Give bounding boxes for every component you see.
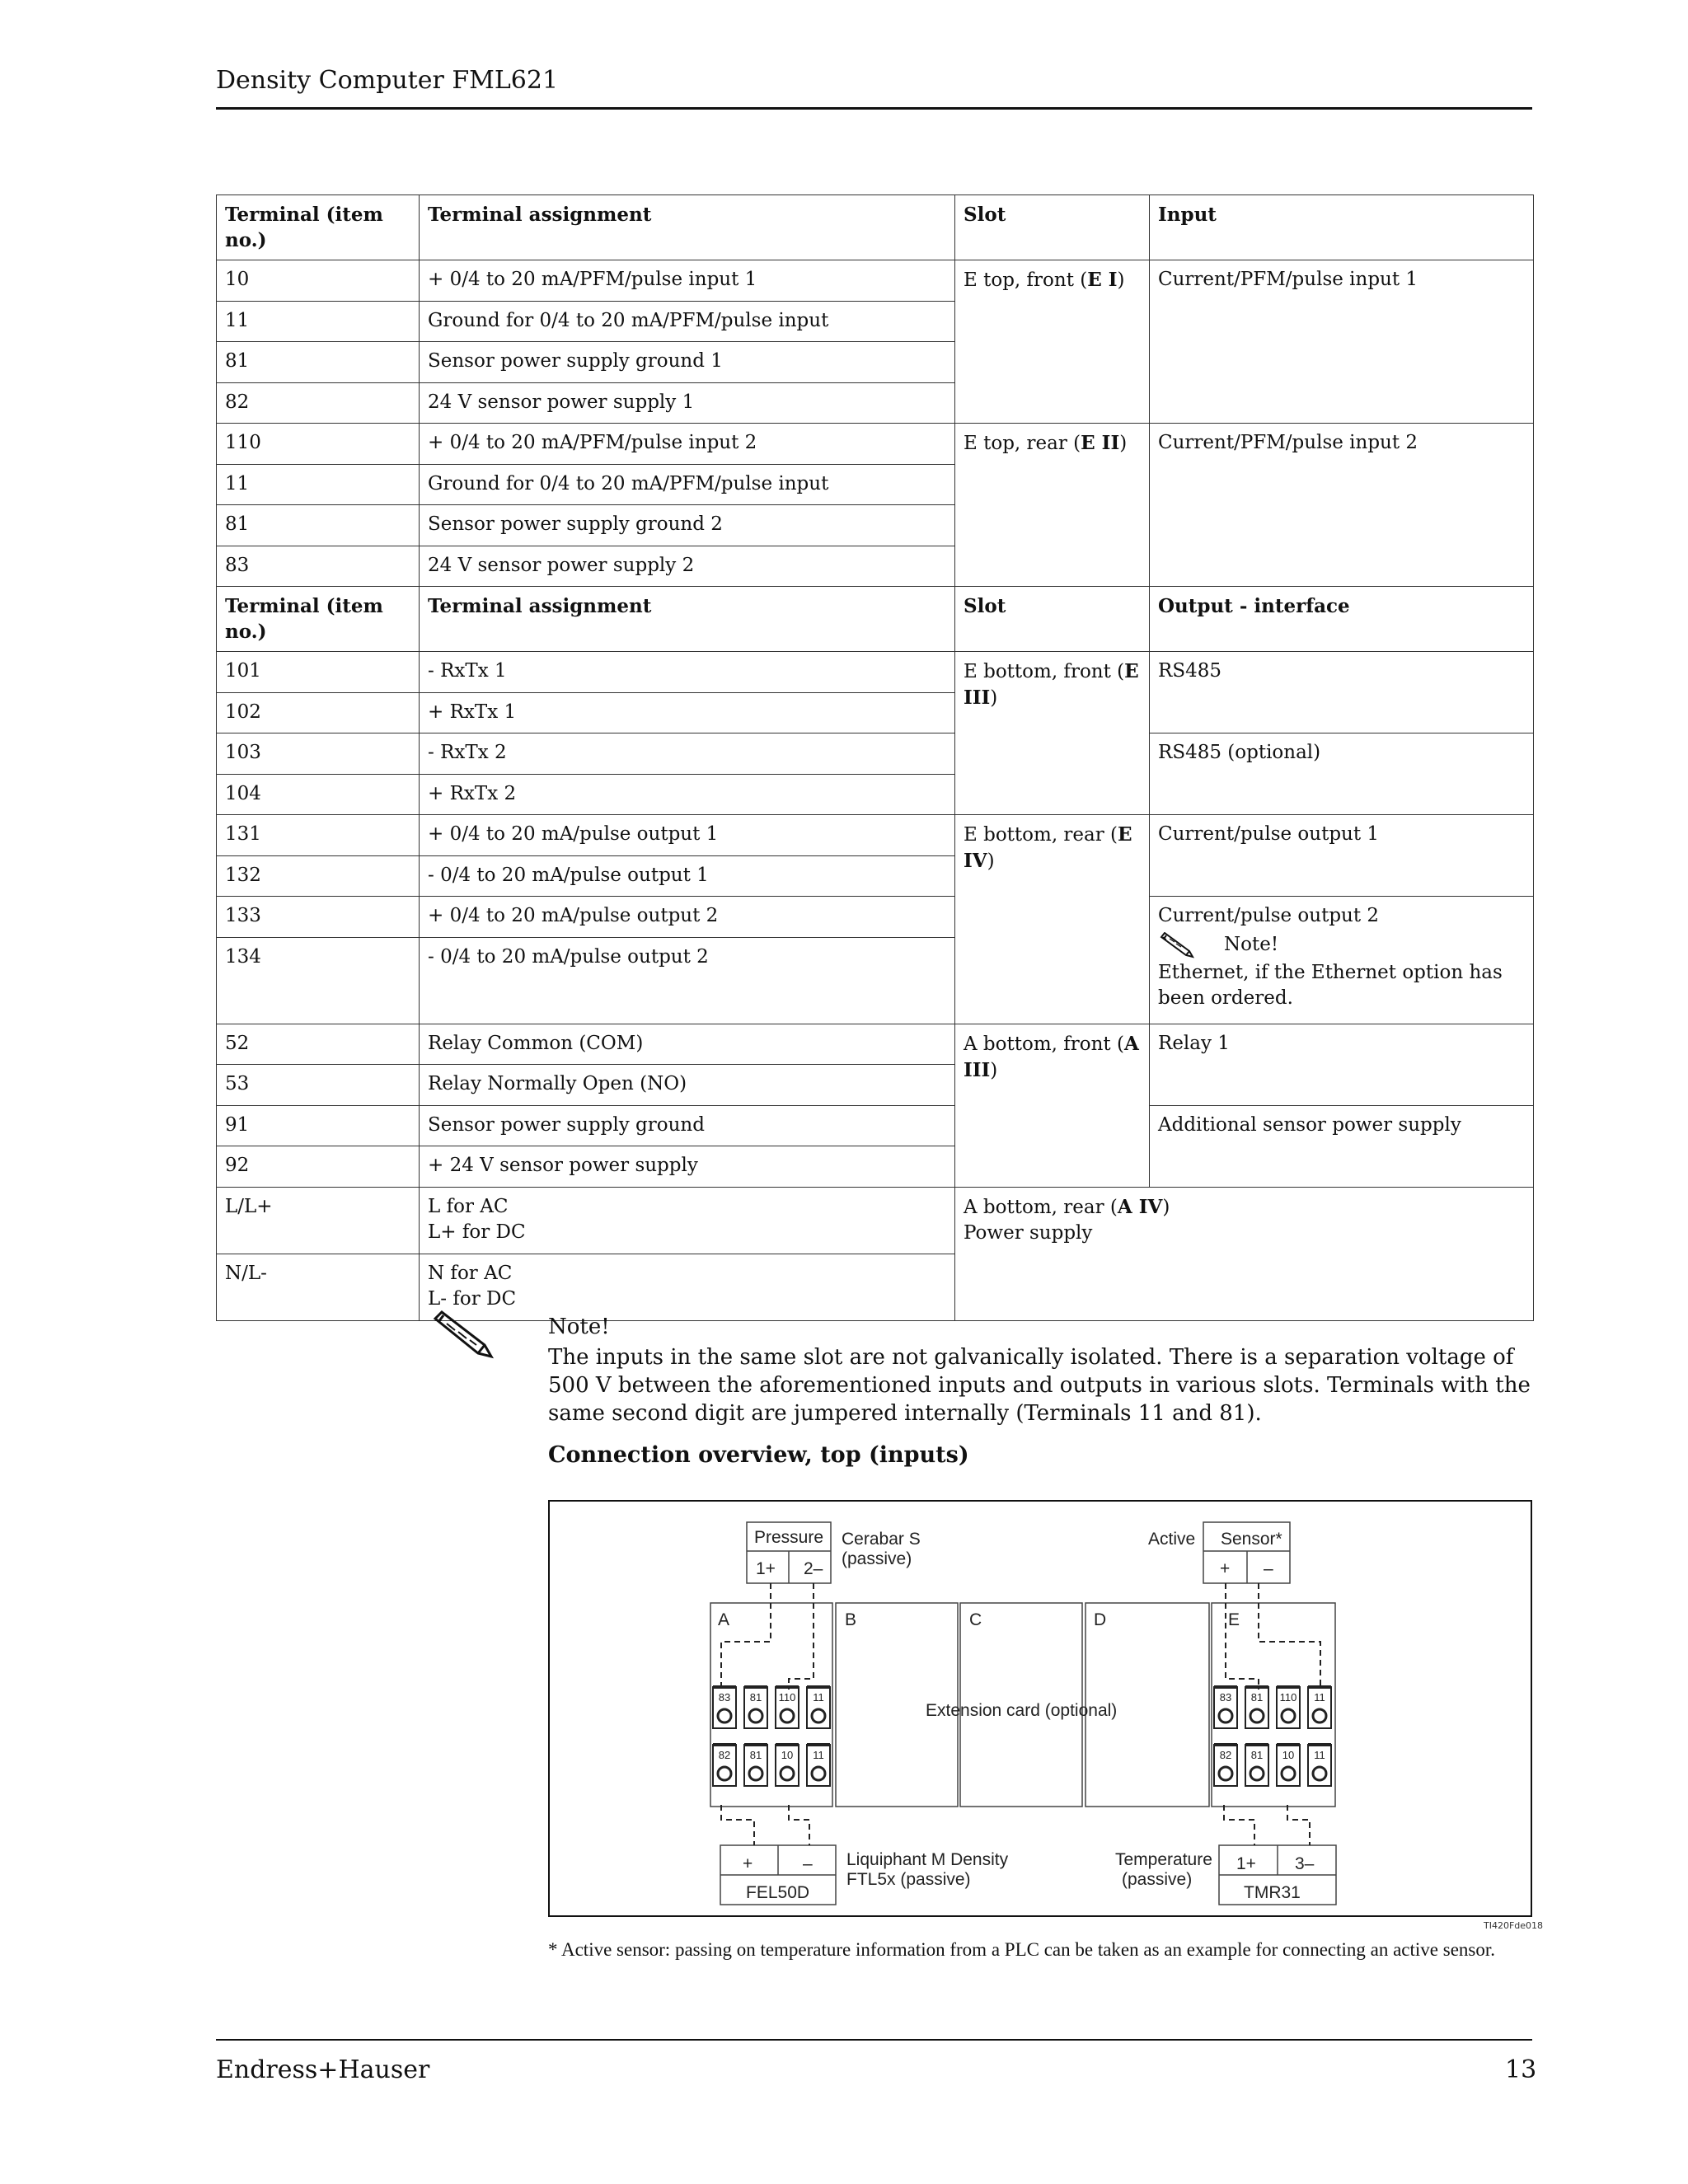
terminal-11-slot-e-top [1308, 1687, 1331, 1728]
input-cell: Current/PFM/pulse input 1 [1150, 260, 1534, 424]
assignment-cell: + RxTx 1 [420, 692, 955, 733]
assignment-line: L for AC [428, 1195, 509, 1217]
terminal-screw-icon [1282, 1709, 1295, 1722]
assignment-cell [420, 1187, 955, 1254]
assignment-cell: Relay Common (COM) [420, 1024, 955, 1065]
inline-note [1158, 932, 1525, 960]
terminal-cell: 53 [217, 1065, 420, 1106]
terminal-number-label: 81 [1250, 1691, 1264, 1704]
slot-code: A IV [1117, 1195, 1163, 1218]
table-row [217, 733, 1534, 775]
assignment-line: L+ for DC [428, 1221, 526, 1243]
assignment-cell: Sensor power supply ground 2 [420, 505, 955, 546]
assignment-cell: - RxTx 1 [420, 652, 955, 693]
terminal-screw-icon [812, 1709, 825, 1722]
slot-cell [955, 815, 1150, 1024]
sensor-label: Sensor* [1221, 1530, 1282, 1549]
terminal-screw-icon [749, 1767, 762, 1780]
pressure-minus: 2– [804, 1559, 823, 1578]
column-header: Terminal assignment [420, 195, 955, 260]
temperature-passive-label: (passive) [1122, 1870, 1193, 1889]
column-header: Terminal (item no.) [217, 195, 420, 260]
terminal-10-slot-a-bottom [776, 1745, 799, 1786]
slot-a-label: A [718, 1610, 730, 1629]
assignment-line: L- for DC [428, 1287, 517, 1310]
footer-rule [216, 2039, 1532, 2041]
slot-c-label: C [969, 1610, 982, 1629]
liquiphant-type-label: FTL5x (passive) [846, 1870, 971, 1889]
slot-cell [955, 1024, 1150, 1187]
terminal-screw-icon [749, 1709, 762, 1722]
table-row [217, 815, 1534, 856]
table-row [217, 897, 1534, 938]
page-header-title: Density Computer FML621 [216, 66, 559, 95]
output-cell: Current/pulse output 1 [1150, 815, 1534, 897]
terminal-number-label: 11 [1314, 1691, 1325, 1704]
output-label: Current/pulse output 2 [1158, 905, 1380, 926]
terminal-number-label: 110 [1279, 1691, 1297, 1704]
output-cell: Relay 1 [1150, 1024, 1534, 1105]
slot-code: A III [964, 1032, 1139, 1081]
assignment-cell: - RxTx 2 [420, 733, 955, 775]
terminal-cell: 110 [217, 424, 420, 465]
table-row [217, 1105, 1534, 1146]
header-rule [216, 107, 1532, 110]
terminal-82-slot-a-bottom [713, 1745, 736, 1786]
table-row [217, 652, 1534, 693]
column-header: Output - interface [1150, 587, 1534, 652]
terminal-cell: 104 [217, 774, 420, 815]
slot-code: E II [1081, 432, 1120, 454]
fel-minus: – [803, 1854, 813, 1873]
terminal-screw-icon [1219, 1709, 1232, 1722]
cerabar-passive-label: (passive) [842, 1549, 912, 1568]
liquiphant-label: Liquiphant M Density [846, 1850, 1009, 1869]
column-header: Terminal (item no.) [217, 587, 420, 652]
assignment-cell: Ground for 0/4 to 20 mA/PFM/pulse input [420, 464, 955, 505]
slot-code: E III [964, 660, 1139, 709]
assignment-cell: - 0/4 to 20 mA/pulse output 1 [420, 855, 955, 897]
slot-text: E bottom, rear ( [964, 824, 1118, 846]
terminal-11-slot-a-bottom [807, 1745, 830, 1786]
slot-d-label: D [1094, 1610, 1107, 1629]
terminal-83-slot-a-top [713, 1687, 736, 1728]
terminal-cell: 134 [217, 937, 420, 1024]
slot-b-label: B [845, 1610, 857, 1629]
slot-text: ) [990, 687, 998, 709]
cerabar-label: Cerabar S [842, 1530, 921, 1549]
pencil-icon [430, 1310, 501, 1363]
terminal-number-label: 83 [718, 1691, 731, 1704]
slot-text: A bottom, rear ( [964, 1196, 1118, 1218]
fel50d-label: FEL50D [746, 1883, 810, 1902]
terminal-cell: L/L+ [217, 1187, 420, 1254]
diagram-code: TI420Fde018 [1484, 1920, 1544, 1931]
footer-page-number: 13 [1505, 2055, 1537, 2084]
terminal-screw-icon [1250, 1767, 1264, 1780]
note-title: Note! [548, 1315, 610, 1339]
terminal-number-label: 81 [749, 1691, 762, 1704]
terminal-cell: 82 [217, 382, 420, 424]
terminal-10-slot-e-bottom [1277, 1745, 1300, 1786]
table-row [217, 1024, 1534, 1065]
terminal-cell: N/L- [217, 1254, 420, 1320]
column-header: Input [1150, 195, 1534, 260]
sensor-plus: + [1220, 1559, 1231, 1578]
assignment-cell: Relay Normally Open (NO) [420, 1065, 955, 1106]
table-row [217, 260, 1534, 302]
terminal-cell: 10 [217, 260, 420, 302]
slot-text: ) [1119, 433, 1128, 454]
terminal-83-slot-e-top [1214, 1687, 1237, 1728]
slot-line: Power supply [964, 1221, 1093, 1244]
pencil-icon [1158, 932, 1199, 960]
output-cell: Additional sensor power supply [1150, 1105, 1534, 1187]
terminal-screw-icon [1219, 1767, 1232, 1780]
terminal-81-slot-a-top [744, 1687, 767, 1728]
terminal-number-label: 10 [1282, 1749, 1295, 1761]
output-cell: RS485 (optional) [1150, 733, 1534, 815]
tmr-plus: 1+ [1236, 1854, 1256, 1873]
slot-line [964, 1194, 1525, 1221]
assignment-cell: + 0/4 to 20 mA/pulse output 2 [420, 897, 955, 938]
input-cell: Current/PFM/pulse input 2 [1150, 424, 1534, 587]
terminal-cell: 92 [217, 1146, 420, 1188]
inline-note-title: Note! [1224, 934, 1279, 955]
assignment-cell: 24 V sensor power supply 2 [420, 546, 955, 587]
column-header: Slot [955, 195, 1150, 260]
terminal-110-slot-e-top [1277, 1687, 1300, 1728]
assignment-cell: + 0/4 to 20 mA/PFM/pulse input 2 [420, 424, 955, 465]
slot-text: E bottom, front ( [964, 661, 1125, 682]
table-header-row-outputs [217, 587, 1534, 652]
terminal-screw-icon [718, 1709, 731, 1722]
terminal-81-slot-e-top [1245, 1687, 1268, 1728]
terminal-81-slot-a-bottom [744, 1745, 767, 1786]
pressure-label: Pressure [754, 1528, 824, 1547]
terminal-number-label: 11 [813, 1749, 824, 1761]
assignment-cell: + 0/4 to 20 mA/PFM/pulse input 1 [420, 260, 955, 302]
terminal-cell: 52 [217, 1024, 420, 1065]
slot-code: E I [1087, 269, 1118, 291]
connection-diagram [548, 1500, 1532, 1917]
terminal-cell: 102 [217, 692, 420, 733]
terminal-81-slot-e-bottom [1245, 1745, 1268, 1786]
slot-text: ) [1162, 1196, 1170, 1218]
terminal-cell: 11 [217, 464, 420, 505]
terminal-screw-icon [781, 1767, 794, 1780]
section-heading: Connection overview, top (inputs) [548, 1442, 969, 1468]
slot-text: E top, front ( [964, 269, 1088, 291]
assignment-cell: Sensor power supply ground [420, 1105, 955, 1146]
assignment-cell: Ground for 0/4 to 20 mA/PFM/pulse input [420, 301, 955, 342]
terminal-11-slot-e-bottom [1308, 1745, 1331, 1786]
terminal-screw-icon [1282, 1767, 1295, 1780]
active-label: Active [1148, 1530, 1196, 1549]
terminal-screw-icon [1313, 1709, 1326, 1722]
assignment-line: N for AC [428, 1262, 513, 1284]
terminal-screw-icon [1250, 1709, 1264, 1722]
terminal-number-label: 81 [749, 1749, 762, 1761]
extension-card-label: Extension card (optional) [926, 1701, 1118, 1720]
terminal-cell: 131 [217, 815, 420, 856]
table-header-row-inputs [217, 195, 1534, 260]
terminal-screw-icon [1313, 1767, 1326, 1780]
sensor-minus: – [1264, 1559, 1273, 1578]
terminal-number-label: 110 [778, 1691, 796, 1704]
terminal-cell: 132 [217, 855, 420, 897]
slot-cell [955, 1187, 1534, 1320]
column-header: Terminal assignment [420, 587, 955, 652]
terminal-82-slot-e-bottom [1214, 1745, 1237, 1786]
terminal-110-slot-a-top [776, 1687, 799, 1728]
column-header: Slot [955, 587, 1150, 652]
slot-text: ) [987, 851, 995, 872]
slot-e-label: E [1228, 1610, 1240, 1629]
terminal-screw-icon [812, 1767, 825, 1780]
tmr31-label: TMR31 [1244, 1883, 1301, 1902]
footnote: * Active sensor: passing on temperature information from a PLC can be taken as an example for connecting an active sensor. [548, 1939, 1496, 1960]
slot-text: ) [990, 1059, 998, 1081]
terminal-cell: 83 [217, 546, 420, 587]
terminal-number-label: 81 [1250, 1749, 1264, 1761]
assignment-cell: + 24 V sensor power supply [420, 1146, 955, 1188]
tmr-minus: 3– [1295, 1854, 1315, 1873]
terminal-screw-icon [718, 1767, 731, 1780]
terminal-cell: 91 [217, 1105, 420, 1146]
assignment-cell: 24 V sensor power supply 1 [420, 382, 955, 424]
assignment-cell: Sensor power supply ground 1 [420, 342, 955, 383]
temperature-label: Temperature [1115, 1850, 1212, 1869]
footer-brand: Endress+Hauser [216, 2055, 430, 2084]
terminal-table [216, 194, 1534, 1321]
assignment-cell: + 0/4 to 20 mA/pulse output 1 [420, 815, 955, 856]
terminal-cell: 81 [217, 505, 420, 546]
terminal-cell: 133 [217, 897, 420, 938]
terminal-11-slot-a-top [807, 1687, 830, 1728]
connection-diagram-svg [550, 1502, 1534, 1919]
note-text: The inputs in the same slot are not galvanically isolated. There is a separation voltage of 500 V between the aforementioned inputs and outputs in various slots. Terminals with the same second digit are jumpered internally (Terminals 11 and 81). [548, 1345, 1531, 1426]
terminal-cell: 101 [217, 652, 420, 693]
table-row [217, 1187, 1534, 1254]
table-row [217, 424, 1534, 465]
terminal-number-label: 11 [813, 1691, 824, 1704]
fel-plus: + [743, 1854, 753, 1873]
output-cell [1150, 897, 1534, 1024]
slot-text: ) [1117, 269, 1125, 291]
pressure-plus: 1+ [756, 1559, 776, 1578]
output-cell: RS485 [1150, 652, 1534, 733]
slot-text: A bottom, front ( [964, 1033, 1124, 1055]
assignment-cell: + RxTx 2 [420, 774, 955, 815]
terminal-screw-icon [781, 1709, 794, 1722]
terminal-number-label: 83 [1219, 1691, 1232, 1704]
slot-code: E IV [964, 823, 1132, 872]
slot-cell [955, 652, 1150, 815]
terminal-cell: 81 [217, 342, 420, 383]
slot-text: E top, rear ( [964, 433, 1081, 454]
inline-note-text: Ethernet, if the Ethernet option has been ordered. [1158, 962, 1503, 1009]
terminal-cell: 11 [217, 301, 420, 342]
terminal-number-label: 82 [718, 1749, 731, 1761]
terminal-number-label: 11 [1314, 1749, 1325, 1761]
terminal-number-label: 10 [781, 1749, 794, 1761]
terminal-cell: 103 [217, 733, 420, 775]
assignment-cell: - 0/4 to 20 mA/pulse output 2 [420, 937, 955, 1024]
terminal-number-label: 82 [1219, 1749, 1232, 1761]
slot-cell [955, 424, 1150, 587]
slot-cell [955, 260, 1150, 424]
